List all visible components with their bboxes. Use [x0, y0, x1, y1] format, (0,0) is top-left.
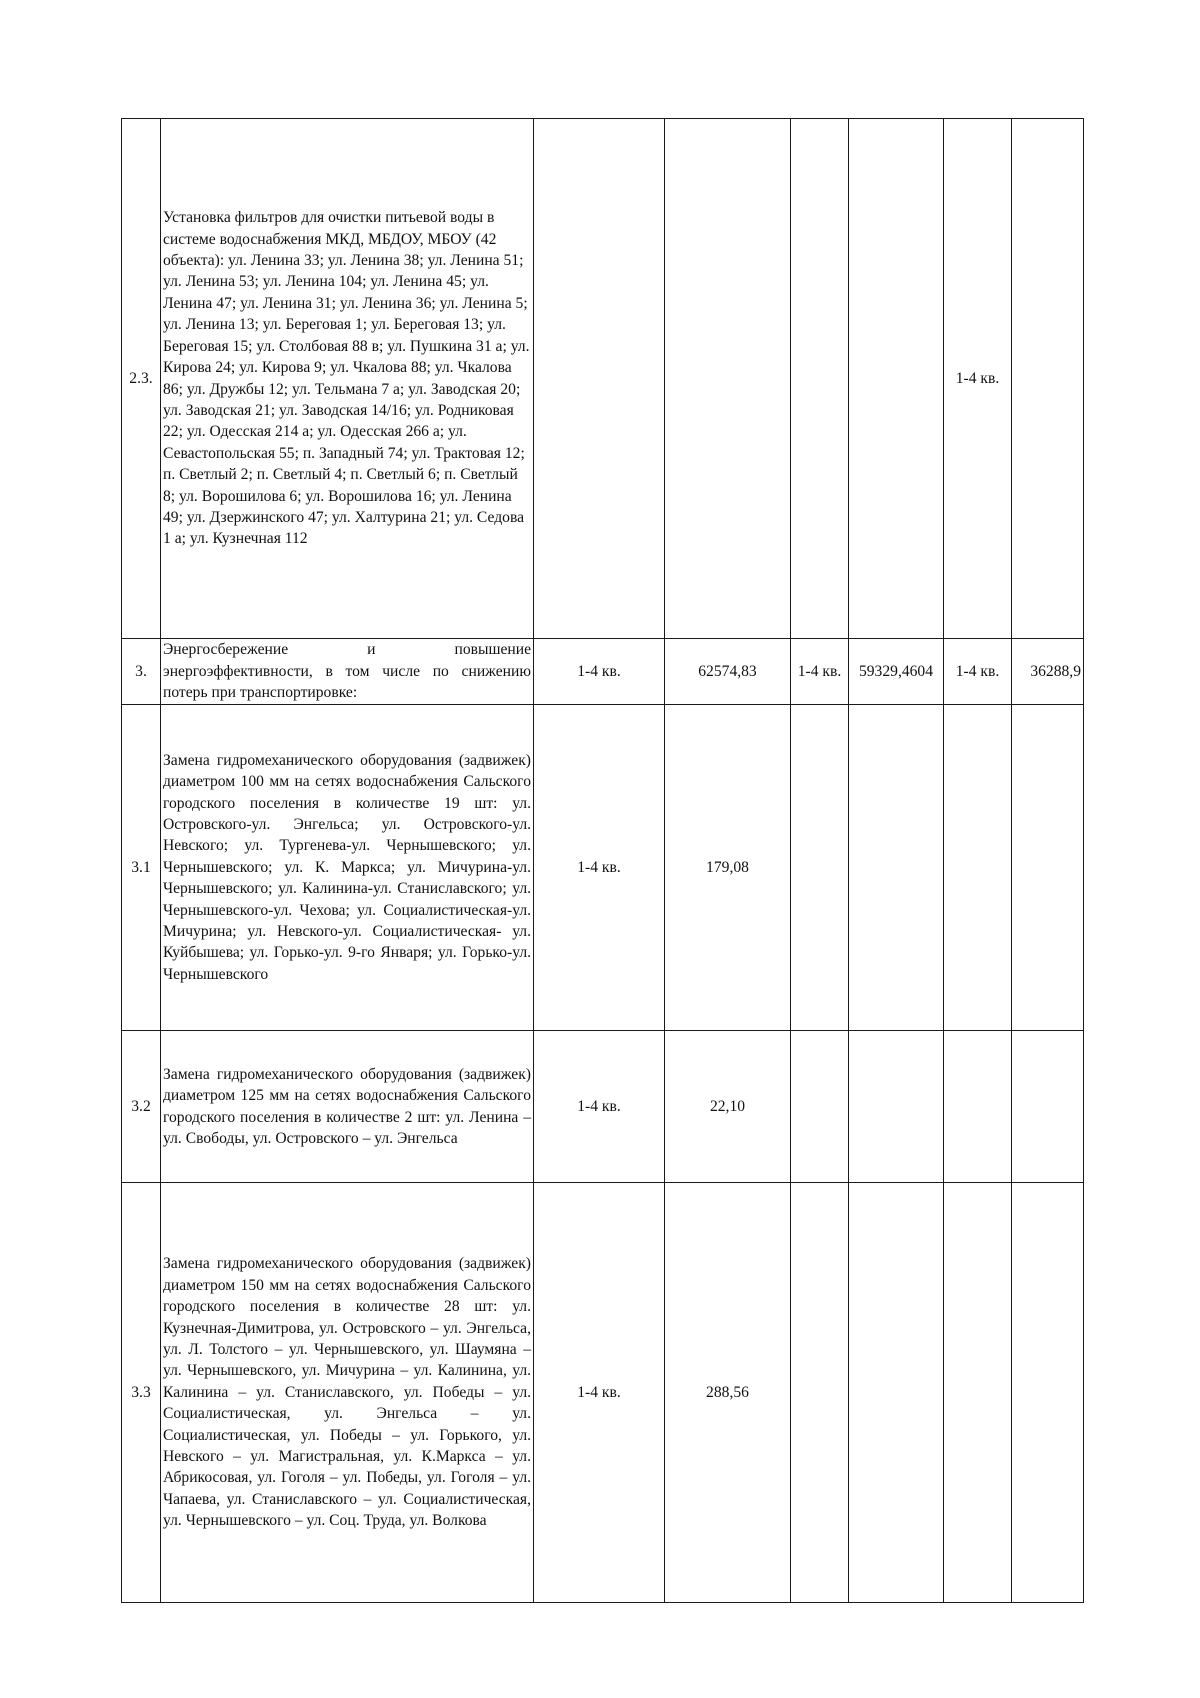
table-row: [122, 705, 1084, 1031]
amount-2: [849, 1183, 944, 1603]
period-1: 1-4 кв.: [534, 1183, 665, 1603]
period-2: [791, 1031, 849, 1183]
amount-3: [1012, 1183, 1084, 1603]
measure-description: Установка фильтров для очистки питьевой воды в системе водоснабжения МКД, МБДОУ, МБОУ (42 объекта): ул. Ленина 33; ул. Ленина 38; ул. Ленина 51; ул. Ленина 53; ул. Ленина 104; ул. Ленина 45; ул. Ленина 47; ул. Ленина 31; ул. Ленина 36; ул. Ленина 5; ул. Ленина 13; ул. Береговая 1; ул. Береговая 13; ул. Береговая 15; ул. Столбовая 88 в; ул. Пушкина 31 а; ул. Кирова 24; ул. Кирова 9; ул. Чкалова 88; ул. Чкалова 86; ул. Дружбы 12; ул. Тельмана 7 а; ул. Заводская 20; ул. Заводская 21; ул. Заводская 14/16; ул. Родниковая 22; ул. Одесская 214 а; ул. Одесская 266 а; ул. Севастопольская 55; п. Западный 74; ул. Трактовая 12; п. Светлый 2; п. Светлый 4; п. Светлый 6; п. Светлый 8; ул. Ворошилова 6; ул. Ворошилова 16; ул. Ленина 49; ул. Дзержинского 47; ул. Халтурина 21; ул. Седова 1 а; ул. Кузнечная 112: [161, 119, 534, 639]
measure-description: Энергосбережение и повышение энергоэффективности, в том числе по снижению потерь при транспортировке:: [161, 639, 534, 705]
amount-1: 179,08: [665, 705, 791, 1031]
table-row: [122, 1183, 1084, 1603]
amount-3: [1012, 119, 1084, 639]
amount-2: 59329,4604: [849, 639, 944, 705]
amount-1: 22,10: [665, 1031, 791, 1183]
amount-2: [849, 119, 944, 639]
table-row: [122, 119, 1084, 639]
amount-1: [665, 119, 791, 639]
amount-1: 288,56: [665, 1183, 791, 1603]
row-number: 3.3: [122, 1183, 161, 1603]
table-row: [122, 639, 1084, 705]
period-3: [944, 705, 1012, 1031]
period-2: [791, 705, 849, 1031]
amount-3: [1012, 705, 1084, 1031]
period-2: 1-4 кв.: [791, 639, 849, 705]
row-number: 3.2: [122, 1031, 161, 1183]
table-row: [122, 1031, 1084, 1183]
period-1: 1-4 кв.: [534, 705, 665, 1031]
measures-table: [121, 118, 1084, 1603]
amount-1: 62574,83: [665, 639, 791, 705]
period-3: [944, 1183, 1012, 1603]
period-2: [791, 119, 849, 639]
amount-2: [849, 705, 944, 1031]
amount-3: [1012, 1031, 1084, 1183]
measure-description: Замена гидромеханического оборудования (задвижек) диаметром 150 мм на сетях водоснабжения Сальского городского поселения в количестве 28 шт: ул. Кузнечная-Димитрова, ул. Островского – ул. Энгельса, ул. Л. Толстого – ул. Чернышевского, ул. Шаумяна – ул. Чернышевского, ул. Мичурина – ул. Калинина, ул. Калинина – ул. Станиславского, ул. Победы – ул. Социалистическая, ул. Энгельса – ул. Социалистическая, ул. Победы – ул. Горького, ул. Невского – ул. Магистральная, ул. К.Маркса – ул. Абрикосовая, ул. Гоголя – ул. Победы, ул. Гоголя – ул. Чапаева, ул. Станиславского – ул. Социалистическая, ул. Чернышевского – ул. Соц. Труда, ул. Волкова: [161, 1183, 534, 1603]
amount-3: 36288,9: [1012, 639, 1084, 705]
amount-2: [849, 1031, 944, 1183]
row-number: 3.1: [122, 705, 161, 1031]
period-2: [791, 1183, 849, 1603]
period-3: 1-4 кв.: [944, 119, 1012, 639]
row-number: 2.3.: [122, 119, 161, 639]
period-1: 1-4 кв.: [534, 639, 665, 705]
measure-description: Замена гидромеханического оборудования (задвижек) диаметром 125 мм на сетях водоснабжения Сальского городского поселения в количестве 2 шт: ул. Ленина – ул. Свободы, ул. Островского – ул. Энгельса: [161, 1031, 534, 1183]
period-3: 1-4 кв.: [944, 639, 1012, 705]
period-1: 1-4 кв.: [534, 1031, 665, 1183]
measure-description: Замена гидромеханического оборудования (задвижек) диаметром 100 мм на сетях водоснабжения Сальского городского поселения в количестве 19 шт: ул. Островского-ул. Энгельса; ул. Островского-ул. Невского; ул. Тургенева-ул. Чернышевского; ул. Чернышевского; ул. К. Маркса; ул. Мичурина-ул. Чернышевского; ул. Калинина-ул. Станиславского; ул. Чернышевского-ул. Чехова; ул. Социалистическая-ул. Мичурина; ул. Невского-ул. Социалистическая- ул. Куйбышева; ул. Горько-ул. 9-го Января; ул. Горько-ул. Чернышевского: [161, 705, 534, 1031]
row-number: 3.: [122, 639, 161, 705]
period-3: [944, 1031, 1012, 1183]
period-1: [534, 119, 665, 639]
